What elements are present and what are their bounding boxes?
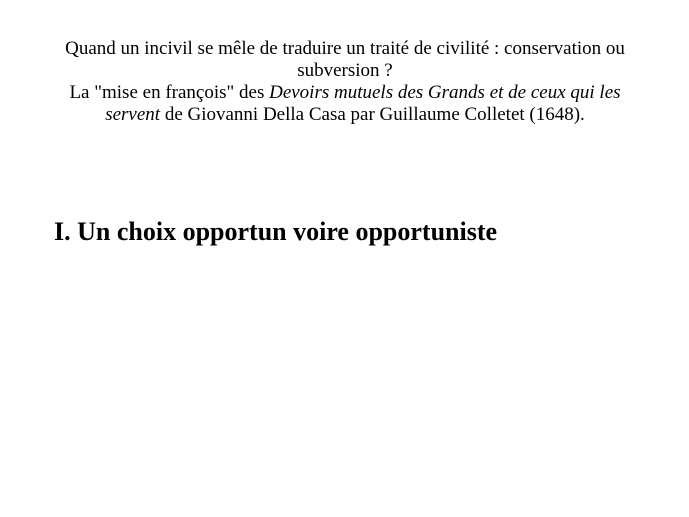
subtitle-suffix: de Giovanni Della Casa par Guillaume Colletet (1648). — [160, 104, 585, 125]
section-heading: I. Un choix opportun voire opportuniste — [54, 217, 498, 246]
title-line: Quand un incivil se mêle de traduire un traité de civilité : conservation ou subversion ? — [65, 38, 625, 81]
work-title: Devoirs mutuels des Grands et de ceux qui les servent — [105, 82, 621, 125]
subtitle-prefix: La "mise en françois" des — [69, 82, 270, 103]
subtitle-line — [40, 82, 650, 126]
slide-header — [40, 38, 650, 126]
